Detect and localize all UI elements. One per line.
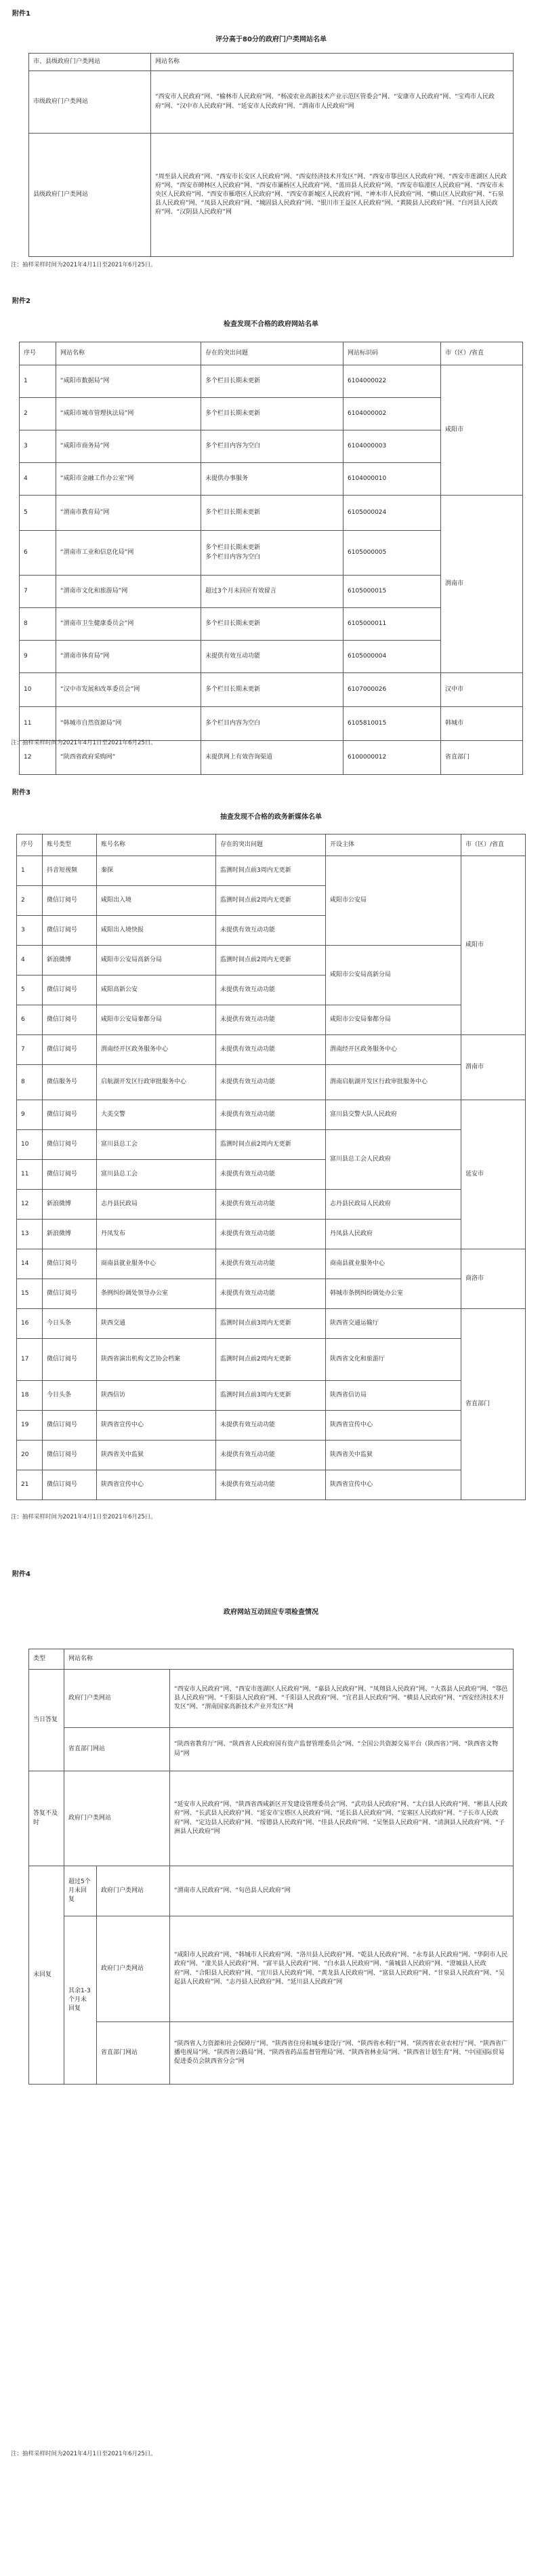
row-number: 1: [20, 365, 56, 398]
table-row: [17, 856, 526, 886]
issue: 多个栏目长期未更新: [201, 608, 343, 641]
issue: 监测时间点前3周内无更新: [216, 1309, 326, 1339]
header-cell: 市（区）/省直: [461, 834, 526, 856]
subcategory-cell: 政府门户类网站: [64, 1771, 170, 1866]
account-name: 商南县就业服务中心: [97, 1249, 216, 1279]
table-row: [17, 1130, 526, 1160]
account-name: 陕西交通: [97, 1309, 216, 1339]
header-cell: 市（区）/省直: [441, 342, 523, 365]
row-number: 11: [17, 1160, 43, 1190]
issue: 未提供有效互动功能: [216, 1279, 326, 1309]
account-type: 微信订阅号: [43, 1035, 97, 1065]
site-code: 6104000022: [343, 365, 441, 398]
subcategory-cell: 省直部门网站: [64, 1728, 170, 1771]
site-code: 6100000012: [343, 741, 441, 775]
owner-cell: 陕西省信访局: [326, 1381, 461, 1411]
table-row: [17, 1279, 526, 1309]
account-type: 微信订阅号: [43, 1411, 97, 1441]
unqualified-site-table: [19, 342, 523, 775]
account-type: 微信服务号: [43, 1065, 97, 1100]
names-cell: “延安市人民政府”网、“陕西省西咸新区开发建设管理委员会”网、“武功县人民政府”网、“太白县人民政府”网、“彬县人民政府”网、“长武县人民政府”网、“延安市宝塔区人民政府”网、“延长县人民政府”网、“安塞区人民政府”网、“子长市人民政府”网、“定边县人民政府”网、“绥德县人民政府”网、“佳县人民政府”网、“吴堡县人民政府”网、“清涧县人民政府”网、“子洲县人民政府”网: [170, 1771, 514, 1866]
owner-cell: 陕西省交通运输厅: [326, 1309, 461, 1339]
attachment-2-note: 注：抽样采样时间为2021年4月1日至2021年6月25日。: [11, 740, 157, 746]
row-number: 7: [20, 576, 56, 608]
issue: 监测时间点前2周内无更新: [216, 1130, 326, 1160]
row-number: 13: [17, 1220, 43, 1249]
site-name: “渭南市文化和旅游局”网: [56, 576, 201, 608]
table-row: [17, 1220, 526, 1249]
region-cell: 汉中市: [441, 673, 523, 707]
region-cell: 省直部门: [441, 741, 523, 775]
attachment-3-title: 抽查发现不合格的政务新媒体名单: [220, 813, 322, 821]
attachment-3-label: 附件3: [12, 789, 30, 797]
header-cell: 网站名称: [56, 342, 201, 365]
names-cell: “渭南市人民政府”网、“旬邑县人民政府”网: [170, 1866, 514, 1916]
table-row: [20, 707, 523, 741]
account-name: 咸阳市公安局秦都分局: [97, 1005, 216, 1035]
account-name: 丹凤发布: [97, 1220, 216, 1249]
site-name: “渭南市卫生健康委员会”网: [56, 608, 201, 641]
account-name: 大美交警: [97, 1100, 216, 1130]
header-cell: 账号类型: [43, 834, 97, 856]
site-name: “渭南市体育局”网: [56, 641, 201, 673]
table-row: [17, 1411, 526, 1441]
site-code: 6105000011: [343, 608, 441, 641]
site-name: “汉中市发展和改革委员会”网: [56, 673, 201, 707]
site-code: 6105000024: [343, 496, 441, 531]
issue: 多个栏目长期未更新: [201, 496, 343, 531]
names-cell: “西安市人民政府”网、“榆林市人民政府”网、“杨凌农业高新技术产业示范区管委会”网、“安康市人民政府”网、“宝鸡市人民政府”网、“汉中市人民政府”网、“延安市人民政府”网、“渭南市人民政府”网: [151, 71, 514, 134]
table-row: [17, 1100, 526, 1130]
issue: 未提供网上有效咨询渠道: [201, 741, 343, 775]
owner-cell: 丹凤县人民政府: [326, 1220, 461, 1249]
issue: 未提供有效互动功能: [216, 1035, 326, 1065]
subcategory-cell: 其余1-3个月未回复: [64, 1916, 97, 2085]
header-cell: 存在的突出问题: [201, 342, 343, 365]
issue: 未提供有效互动功能: [216, 1441, 326, 1470]
table-row: [17, 1065, 526, 1100]
site-name: “咸阳市数据局”网: [56, 365, 201, 398]
issue: 多个栏目内容为空白: [201, 430, 343, 463]
issue: 监测时间点前2周内无更新: [216, 1339, 326, 1381]
issue: 未提供有效互动功能: [216, 1220, 326, 1249]
owner-cell: 陕西省文化和旅游厅: [326, 1339, 461, 1381]
issue: 未提供有效互动功能: [216, 1160, 326, 1190]
account-type: 微信订阅号: [43, 1441, 97, 1470]
owner-cell: 富川县总工会人民政府: [326, 1130, 461, 1190]
row-number: 9: [20, 641, 56, 673]
account-name: 秦探: [97, 856, 216, 886]
issue: 监测时间点前3周内无更新: [216, 856, 326, 886]
region-cell: 渭南市: [441, 496, 523, 673]
attachment-3-note: 注：抽样采样时间为2021年4月1日至2021年6月25日。: [11, 1514, 157, 1521]
row-number: 1: [17, 856, 43, 886]
region-cell: 省直部门: [461, 1309, 526, 1500]
row-number: 12: [20, 741, 56, 775]
owner-cell: 陕西省关中监狱: [326, 1441, 461, 1470]
site-code: 6107000026: [343, 673, 441, 707]
header-cell: 开设主体: [326, 834, 461, 856]
account-name: 渭南经开区政务服务中心: [97, 1035, 216, 1065]
row-number: 21: [17, 1470, 43, 1500]
account-type: 抖音短视频: [43, 856, 97, 886]
row-number: 3: [20, 430, 56, 463]
region-cell: 咸阳市: [461, 856, 526, 1035]
attachment-4-title: 政府网站互动回应专项检查情况: [224, 1609, 318, 1616]
new-media-table: [16, 834, 526, 1500]
owner-cell: 咸阳市公安局: [326, 856, 461, 946]
header-cell: 网站标识码: [343, 342, 441, 365]
row-number: 4: [17, 946, 43, 975]
account-name: 咸阳出入境快报: [97, 916, 216, 946]
table-row: [17, 1005, 526, 1035]
account-name: 陕西省宣传中心: [97, 1411, 216, 1441]
header-cell: 类型: [29, 1649, 64, 1670]
names-cell: “西安市人民政府”网、“西安市莲湖区人民政府”网、“嘉县人民政府”网、“凤翔县人民政府”网、“大荔县人民政府”网、“鄠邑县人民政府”网、“千阳县人民政府”网、“千阳县人民政府”网、“宜君县人民政府”网、“横县人民政府”网、“西安经济技术开发区”网、“渭南国家高新技术产业开发区”网: [170, 1670, 514, 1728]
issue: 未提供办事服务: [201, 463, 343, 496]
account-type: 微信订阅号: [43, 1100, 97, 1130]
row-number: 8: [17, 1065, 43, 1100]
account-name: 咸阳出入境: [97, 886, 216, 916]
site-name: “渭南市工业和信息化局”网: [56, 531, 201, 576]
region-cell: 韩城市: [441, 707, 523, 741]
attachment-4-note: 注：抽样采样时间为2021年4月1日至2021年6月25日。: [11, 2451, 157, 2457]
account-type: 新浪微博: [43, 1190, 97, 1220]
issue: 未提供有效互动功能: [216, 1190, 326, 1220]
account-type: 微信订阅号: [43, 1339, 97, 1381]
table-row: [17, 1249, 526, 1279]
site-name: “咸阳市城市管理执法局”网: [56, 398, 201, 430]
row-number: 8: [20, 608, 56, 641]
table-row: [20, 673, 523, 707]
issue: 未提供有效互动功能: [216, 1249, 326, 1279]
header-cell: 序号: [17, 834, 43, 856]
header-cell: 存在的突出问题: [216, 834, 326, 856]
site-code: 6105810015: [343, 707, 441, 741]
row-number: 10: [17, 1130, 43, 1160]
row-number: 2: [17, 886, 43, 916]
attachment-1-label: 附件1: [12, 10, 30, 18]
row-number: 4: [20, 463, 56, 496]
owner-cell: 渭南启航湖开发区行政审批服务中心: [326, 1065, 461, 1100]
subcategory-cell: 政府门户类网站: [64, 1670, 170, 1728]
owner-cell: 富川县交警大队人民政府: [326, 1100, 461, 1130]
row-number: 6: [17, 1005, 43, 1035]
region-cell: 商洛市: [461, 1249, 526, 1309]
attachment-1-note: 注：抽样采样时间为2021年4月1日至2021年6月25日。: [11, 262, 157, 268]
account-name: 陕西省关中监狱: [97, 1441, 216, 1470]
issue: 未提供有效互动功能: [216, 1005, 326, 1035]
site-name: “陕西省政府采购网”: [56, 741, 201, 775]
owner-cell: 韩城市条例纠纷调处办公室: [326, 1279, 461, 1309]
owner-cell: 商南县就业服务中心: [326, 1249, 461, 1279]
header-cell: 序号: [20, 342, 56, 365]
attachment-1-title: 评分高于80分的政府门户类网站名单: [215, 36, 327, 43]
site-code: 6105000015: [343, 576, 441, 608]
issue: 未提供有效互动功能: [216, 916, 326, 946]
issue: 多个栏目长期未更新: [201, 365, 343, 398]
site-name: “咸阳市金融工作办公室”网: [56, 463, 201, 496]
account-name: 富川县总工会: [97, 1160, 216, 1190]
issue: 未提供有效互动功能: [216, 1100, 326, 1130]
category-cell: 当日答复: [29, 1670, 64, 1771]
table-row: [17, 1470, 526, 1500]
issue: 未提供有效互动功能: [216, 1411, 326, 1441]
names-cell: “周至县人民政府”网、“西安市长安区人民政府”网、“西安经济技术开发区”网、“西安市鄠邑区人民政府”网、“西安市莲湖区人民政府”网、“西安市碑林区人民政府”网、“西安市灞桥区人民政府”网、“蓝田县人民政府”网、“西安市临潼区人民政府”网、“西安市未央区人民政府”网、“西安市雁塔区人民政府”网、“西安市新城区人民政府”网、“神木市人民政府”网、“横山区人民政府”网、“石泉县人民政府”网、“凤县人民政府”网、“城固县人民政府”网、“银川市王益区人民政府”网、“黄陵县人民政府”网、“白河县人民政府”网、“汉阴县人民政府”网: [151, 134, 514, 257]
issue: 多个栏目长期未更新 多个栏目内容为空白: [201, 531, 343, 576]
header-cell: 市、县级政府门户类网站: [29, 54, 151, 71]
account-name: 陕西省演出机构文艺协会档案: [97, 1339, 216, 1381]
account-type: 微信订阅号: [43, 975, 97, 1005]
issue: 多个栏目长期未更新: [201, 673, 343, 707]
row-number: 7: [17, 1035, 43, 1065]
site-name: “渭南市教育局”网: [56, 496, 201, 531]
names-cell: “咸阳市人民政府”网、“韩城市人民政府”网、“洛川县人民政府”网、“乾县人民政府”网、“永寿县人民政府”网、“华阴市人民政府”网、“潼关县人民政府”网、“富平县人民政府”网、“白水县人民政府”网、“蒲城县人民政府”网、“澄城县人民政府”网、“合阳县人民政府”网、“宜川县人民政府”网、“黄龙县人民政府”网、“富县人民政府”网、“甘泉县人民政府”网、“吴起县人民政府”网、“志丹县人民政府”网、“延川县人民政府”网: [170, 1916, 514, 2022]
account-name: 条例纠纷调处领导办公室: [97, 1279, 216, 1309]
issue: 超过3个月未回应有效留言: [201, 576, 343, 608]
account-type: 微信订阅号: [43, 916, 97, 946]
row-number: 3: [17, 916, 43, 946]
account-type: 微信订阅号: [43, 1130, 97, 1160]
account-name: 咸阳高新公安: [97, 975, 216, 1005]
account-type: 微信订阅号: [43, 1005, 97, 1035]
region-cell: 咸阳市: [441, 365, 523, 496]
account-name: 陕西信访: [97, 1381, 216, 1411]
site-name: “韩城市自然资源局”网: [56, 707, 201, 741]
subcategory-cell: 超过5个月未回复: [64, 1866, 97, 1916]
row-number: 18: [17, 1381, 43, 1411]
table-row: [20, 496, 523, 531]
subcategory-cell: 政府门户类网站: [97, 1866, 170, 1916]
table-row: [20, 365, 523, 398]
table-row: [17, 1190, 526, 1220]
row-number: 9: [17, 1100, 43, 1130]
table-row: [17, 1339, 526, 1381]
row-number: 14: [17, 1249, 43, 1279]
account-type: 微信订阅号: [43, 1470, 97, 1500]
row-number: 12: [17, 1190, 43, 1220]
subcategory-cell: 政府门户类网站: [97, 1916, 170, 2022]
owner-cell: 咸阳市公安局秦都分局: [326, 1005, 461, 1035]
attachment-4-label: 附件4: [12, 1571, 30, 1578]
site-code: 6104000002: [343, 398, 441, 430]
account-name: 富川县总工会: [97, 1130, 216, 1160]
names-cell: “陕西省人力资源和社会保障厅”网、“陕西省住房和城乡建设厅”网、“陕西省水利厅”网、“陕西省农业农村厅”网、“陕西省广播电视局”网、“陕西省公路局”网、“陕西省药品监督管理局”网、“陕西省林业局”网、“陕西省计划生育”网、“中国国际贸易促进委员会陕西省分会”网: [170, 2022, 514, 2085]
table-row: [17, 946, 526, 975]
issue: 监测时间点前2周内无更新: [216, 946, 326, 975]
issue: 多个栏目长期未更新: [201, 398, 343, 430]
site-code: 6105000005: [343, 531, 441, 576]
attachment-2-title: 检查发现不合格的政府网站名单: [224, 321, 318, 328]
account-type: 微信订阅号: [43, 886, 97, 916]
owner-cell: 渭南经开区政务服务中心: [326, 1035, 461, 1065]
attachment-2-label: 附件2: [12, 298, 30, 305]
row-number: 16: [17, 1309, 43, 1339]
header-cell: 网站名称: [151, 54, 514, 71]
account-name: 启航湖开发区行政审批服务中心: [97, 1065, 216, 1100]
table-row: [17, 1309, 526, 1339]
issue: 未提供有效互动功能: [216, 975, 326, 1005]
table-row: [17, 1441, 526, 1470]
names-cell: “陕西省教育厅”网、“陕西省人民政府国有资产监督管理委员会”网、“全国公共资源交易平台（陕西省）”网、“陕西省文物局”网: [170, 1728, 514, 1771]
issue: 未提供有效互动功能: [216, 1065, 326, 1100]
row-number: 17: [17, 1339, 43, 1381]
site-name: “咸阳市商务局”网: [56, 430, 201, 463]
header-cell: 网站名称: [64, 1649, 514, 1670]
issue: 未提供有效互动功能: [216, 1470, 326, 1500]
account-type: 今日头条: [43, 1381, 97, 1411]
account-type: 新浪微博: [43, 1220, 97, 1249]
category-cell: 未回复: [29, 1866, 64, 2085]
row-number: 19: [17, 1411, 43, 1441]
site-code: 6105000004: [343, 641, 441, 673]
category-cell: 市级政府门户类网站: [29, 71, 151, 134]
issue: 监测时间点前3周内无更新: [216, 1381, 326, 1411]
row-number: 5: [17, 975, 43, 1005]
account-type: 微信订阅号: [43, 1160, 97, 1190]
account-name: 咸阳市公安局高新分局: [97, 946, 216, 975]
portal-score-table: [28, 53, 514, 257]
subcategory-cell: 省直部门网站: [97, 2022, 170, 2085]
header-cell: 账号名称: [97, 834, 216, 856]
region-cell: 延安市: [461, 1100, 526, 1249]
table-row: [17, 1381, 526, 1411]
row-number: 2: [20, 398, 56, 430]
category-cell: 答复不及时: [29, 1771, 64, 1866]
row-number: 5: [20, 496, 56, 531]
issue: 监测时间点前2周内无更新: [216, 886, 326, 916]
owner-cell: 咸阳市公安局高新分局: [326, 946, 461, 1005]
account-type: 新浪微博: [43, 946, 97, 975]
account-type: 微信订阅号: [43, 1249, 97, 1279]
issue: 未提供有效互动功能: [201, 641, 343, 673]
owner-cell: 陕西省宣传中心: [326, 1411, 461, 1441]
region-cell: 渭南市: [461, 1035, 526, 1100]
row-number: 6: [20, 531, 56, 576]
site-code: 6104000003: [343, 430, 441, 463]
category-cell: 县级政府门户类网站: [29, 134, 151, 257]
issue: 多个栏目内容为空白: [201, 707, 343, 741]
row-number: 11: [20, 707, 56, 741]
site-code: 6104000010: [343, 463, 441, 496]
row-number: 10: [20, 673, 56, 707]
owner-cell: 陕西省宣传中心: [326, 1470, 461, 1500]
row-number: 15: [17, 1279, 43, 1309]
account-name: 陕西省宣传中心: [97, 1470, 216, 1500]
table-row: [17, 1035, 526, 1065]
account-type: 今日头条: [43, 1309, 97, 1339]
row-number: 20: [17, 1441, 43, 1470]
account-name: 志丹县民政局: [97, 1190, 216, 1220]
account-type: 微信订阅号: [43, 1279, 97, 1309]
owner-cell: 志丹县民政局人民政府: [326, 1190, 461, 1220]
interaction-check-table: [28, 1649, 514, 2085]
